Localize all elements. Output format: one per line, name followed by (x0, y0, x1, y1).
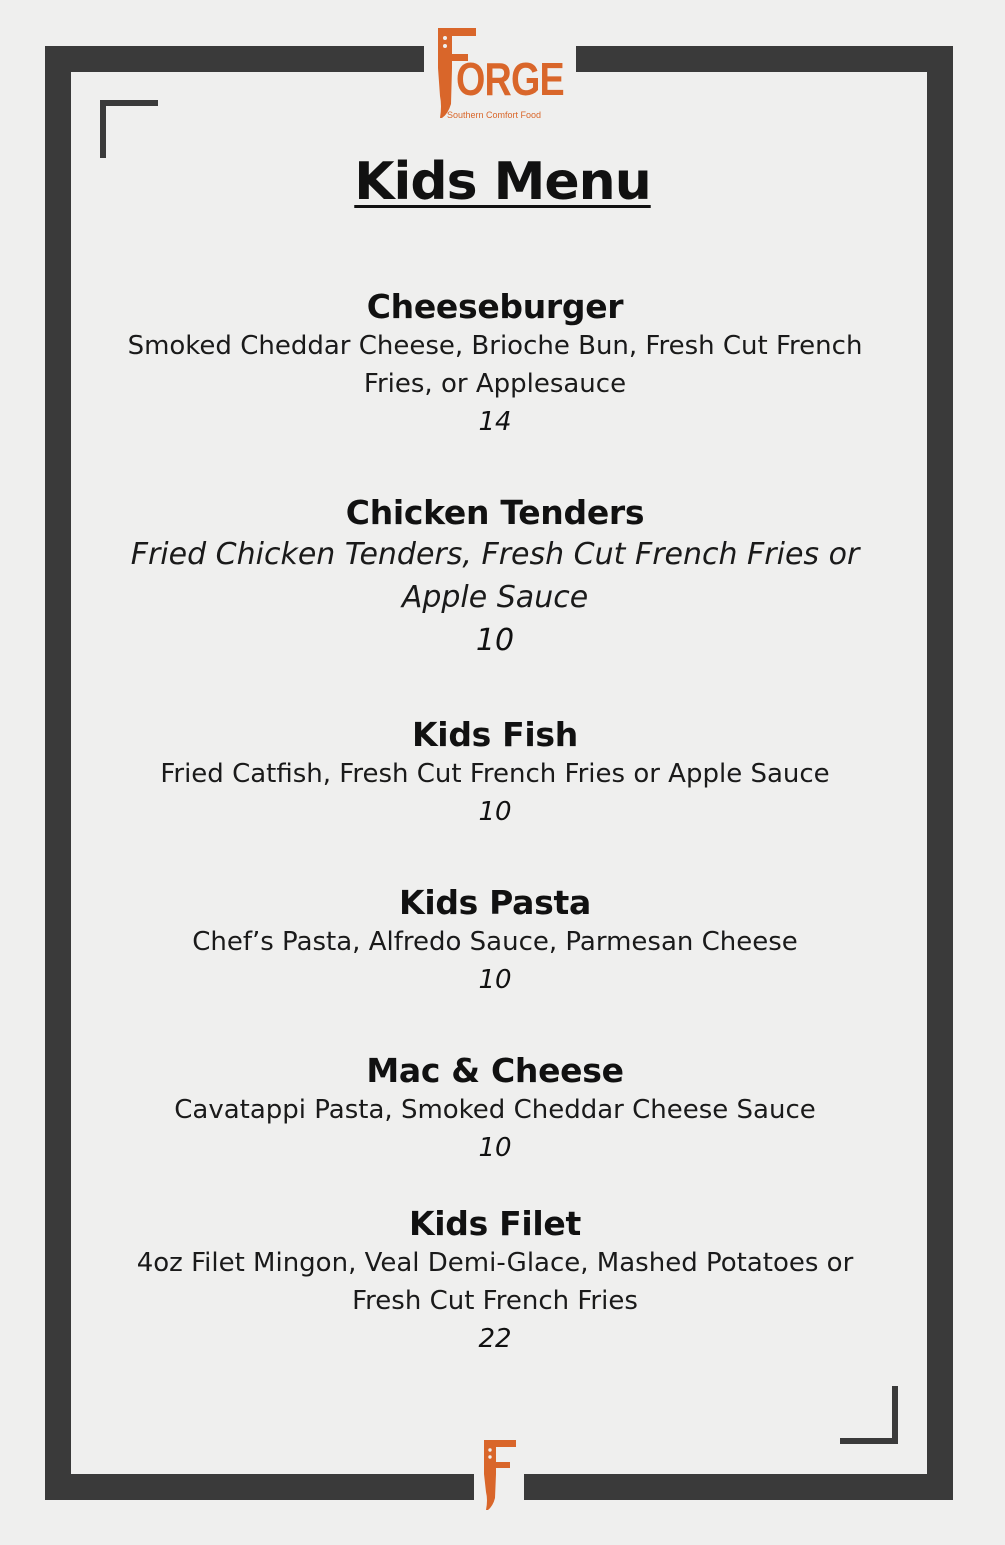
item-name: Mac & Cheese (366, 1051, 624, 1090)
item-description: Cavatappi Pasta, Smoked Cheddar Cheese Sauce (174, 1095, 816, 1125)
item-price: 10 (478, 1133, 512, 1163)
item-description: Chef’s Pasta, Alfredo Sauce, Parmesan Cheese (192, 927, 798, 957)
item-description: 4oz Filet Mingon, Veal Demi-Glace, Mashed Potatoes or Fresh Cut French Fries (136, 1248, 854, 1316)
item-description: Smoked Cheddar Cheese, Brioche Bun, Fresh Cut French Fries, or Applesauce (127, 331, 863, 399)
menu-item-kids-filet (110, 1204, 880, 1358)
item-name: Kids Pasta (399, 883, 591, 922)
forge-f-knife-icon-bottom (478, 1438, 520, 1512)
item-description: Fried Catfish, Fresh Cut French Fries or Apple Sauce (160, 759, 830, 789)
item-name: Chicken Tenders (345, 493, 645, 532)
corner-bracket-top-left (100, 100, 158, 158)
item-name: Cheeseburger (366, 287, 624, 326)
item-price: 10 (478, 965, 512, 995)
menu-item-cheeseburger (110, 287, 880, 441)
page-title: Kids Menu (354, 152, 651, 212)
item-name: Kids Filet (409, 1204, 581, 1243)
item-price: 14 (478, 407, 512, 437)
item-name: Kids Fish (412, 715, 578, 754)
corner-bracket-bottom-right (840, 1386, 898, 1444)
menu-item-kids-pasta (110, 883, 880, 999)
item-description: Fried Chicken Tenders, Fresh Cut French Fries or Apple Sauce (130, 537, 860, 615)
menu-item-mac-and-cheese (110, 1051, 880, 1167)
menu-item-chicken-tenders (110, 493, 880, 662)
item-price: 22 (478, 1324, 512, 1354)
menu-item-kids-fish (110, 715, 880, 831)
item-price: 10 (475, 623, 515, 658)
item-price: 10 (478, 797, 512, 827)
logo-tagline: Southern Comfort Food (447, 110, 542, 120)
logo-wordmark: ORGE (456, 53, 564, 105)
